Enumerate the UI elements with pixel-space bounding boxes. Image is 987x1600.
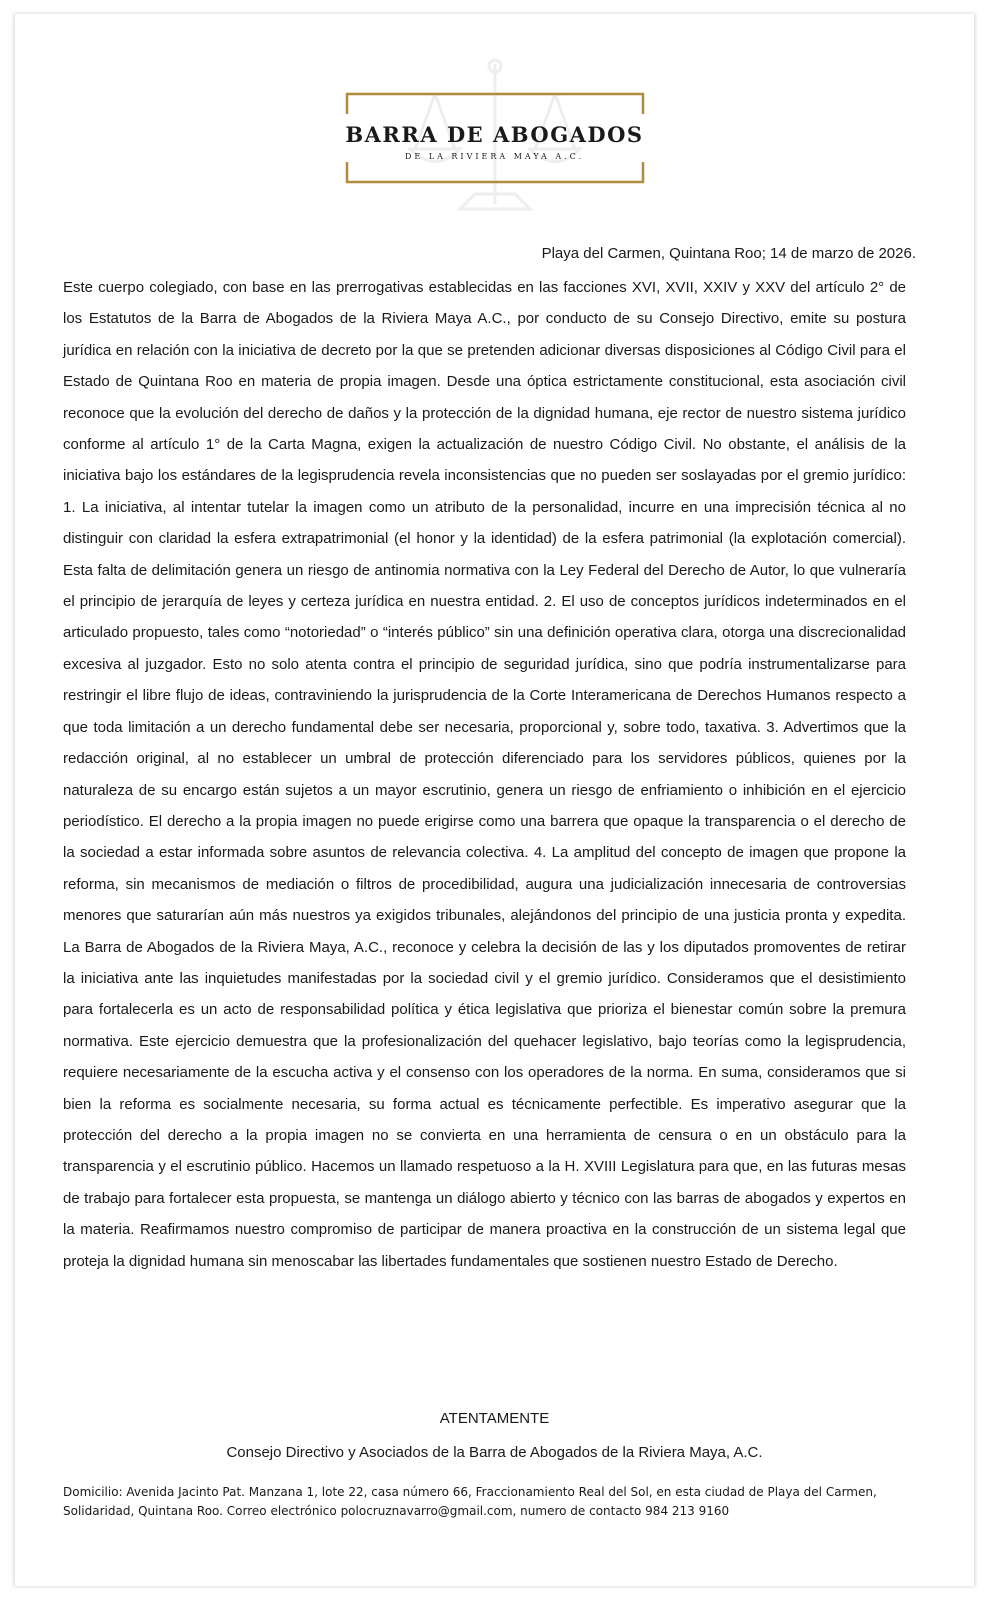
letter-body: Este cuerpo colegiado, con base en las prerrogativas establecidas en las facciones XVI, XVII, XXIV y XXV del artículo 2° de los Estatutos de la Barra de Abogados de la Riviera Maya A.C., por conducto de su Consejo Directivo, emite su postura jurídica en relación con la iniciativa de decreto por la que se pretenden adicionar diversas disposiciones al Código Civil para el Estado de Quintana Roo en materia de propia imagen. Desde una óptica estrictamente constitucional, esta asociación civil reconoce que la evolución del derecho de daños y la protección de la dignidad humana, eje rector de nuestro sistema jurídico conforme al artículo 1° de la Carta Magna, exigen la actualización de nuestro Código Civil. No obstante, el análisis de la iniciativa bajo los estándares de la legisprudencia revela inconsistencias que no pueden ser soslayadas por el gremio jurídico: 1. La iniciativa, al intentar tutelar la imagen como un atributo de la personalidad, incurre en una imprecisión técnica al no distinguir con claridad la esfera extrapatrimonial (el honor y la identidad) de la esfera patrimonial (la explotación comercial). Esta falta de delimitación genera un riesgo de antinomia normativa con la Ley Federal del Derecho de Autor, lo que vulneraría el principio de jerarquía de leyes y certeza jurídica en nuestra entidad. 2. El uso de conceptos jurídicos indeterminados en el articulado propuesto, tales como “notoriedad” o “interés público” sin una definición operativa clara, otorga una discrecionalidad excesiva al juzgador. Esto no solo atenta contra el principio de seguridad jurídica, sino que podría instrumentalizarse para restringir el libre flujo de ideas, contraviniendo la jurisprudencia de la Corte Interamericana de Derechos Humanos respecto a que toda limitación a un derecho fundamental debe ser necesaria, proporcional y, sobre todo, taxativa. 3. Advertimos que la redacción original, al no establecer un umbral de protección diferenciado para los servidores públicos, quienes por la naturaleza de su encargo están sujetos a un mayor escrutinio, genera un riesgo de enfriamiento o inhibición en el ejercicio periodístico. El derecho a la propia imagen no puede erigirse como una barrera que opaque la transparencia o el derecho de la sociedad a estar informada sobre asuntos de relevancia colectiva. 4. La amplitud del concepto de imagen que propone la reforma, sin mecanismos de mediación o filtros de procedibilidad, augura una judicialización innecesaria de controversias menores que saturarían aún más nuestros ya exigidos tribunales, alejándonos del principio de una justicia pronta y expedita. La Barra de Abogados de la Riviera Maya, A.C., reconoce y celebra la decisión de las y los diputados promoventes de retirar la iniciativa ante las inquietudes manifestadas por la sociedad civil y el gremio jurídico. Consideramos que el desistimiento para fortalecerla es un acto de responsabilidad política y ética legislativa que prioriza el bienestar común sobre la premura normativa. Este ejercicio demuestra que la profesionalización del quehacer legislativo, bajo teorías como la legisprudencia, requiere necesariamente de la escucha activa y el consenso con los operadores de la norma. En suma, consideramos que si bien la reforma es socialmente necesaria, su forma actual es técnicamente perfectible. Es imperativo asegurar que la protección del derecho a la propia imagen no se convierta en una herramienta de censura o en un obstáculo para la transparencia y el escrutinio público. Hacemos un llamado respetuoso a la H. XVIII Legislatura para que, en las futuras mesas de trabajo para fortalecer esta propuesta, se mantenga un diálogo abierto y técnico con las barras de abogados y expertos en la materia. Reafirmamos nuestro compromiso de participar de manera proactiva en la construcción de un sistema legal que proteja la dignidad humana sin menoscabar las libertades fundamentales que sostienen nuestro Estado de Derecho. <box>63 279 906 1270</box>
closing-salutation: ATENTAMENTE <box>439 1410 550 1427</box>
document-page <box>14 14 975 1586</box>
logo-subtitle: DE LA RIVIERA MAYA A.C. <box>404 152 585 161</box>
address-footer: Domicilio: Avenida Jacinto Pat. Manzana 1, lote 22, casa número 66, Fraccionamiento Real del Sol, en esta ciudad de Playa del Carmen, Solidaridad, Quintana Roo. Correo electrónico polocruznavarro@gmail.com, numero de contacto 984 213 9160 <box>63 1485 877 1518</box>
letterhead <box>15 44 974 234</box>
place-date: Playa del Carmen, Quintana Roo; 14 de marzo de 2026. <box>541 245 916 262</box>
logo-title: BARRA DE ABOGADOS <box>345 122 644 147</box>
signature-line: Consejo Directivo y Asociados de la Barra de Abogados de la Riviera Maya, A.C. <box>226 1444 763 1461</box>
